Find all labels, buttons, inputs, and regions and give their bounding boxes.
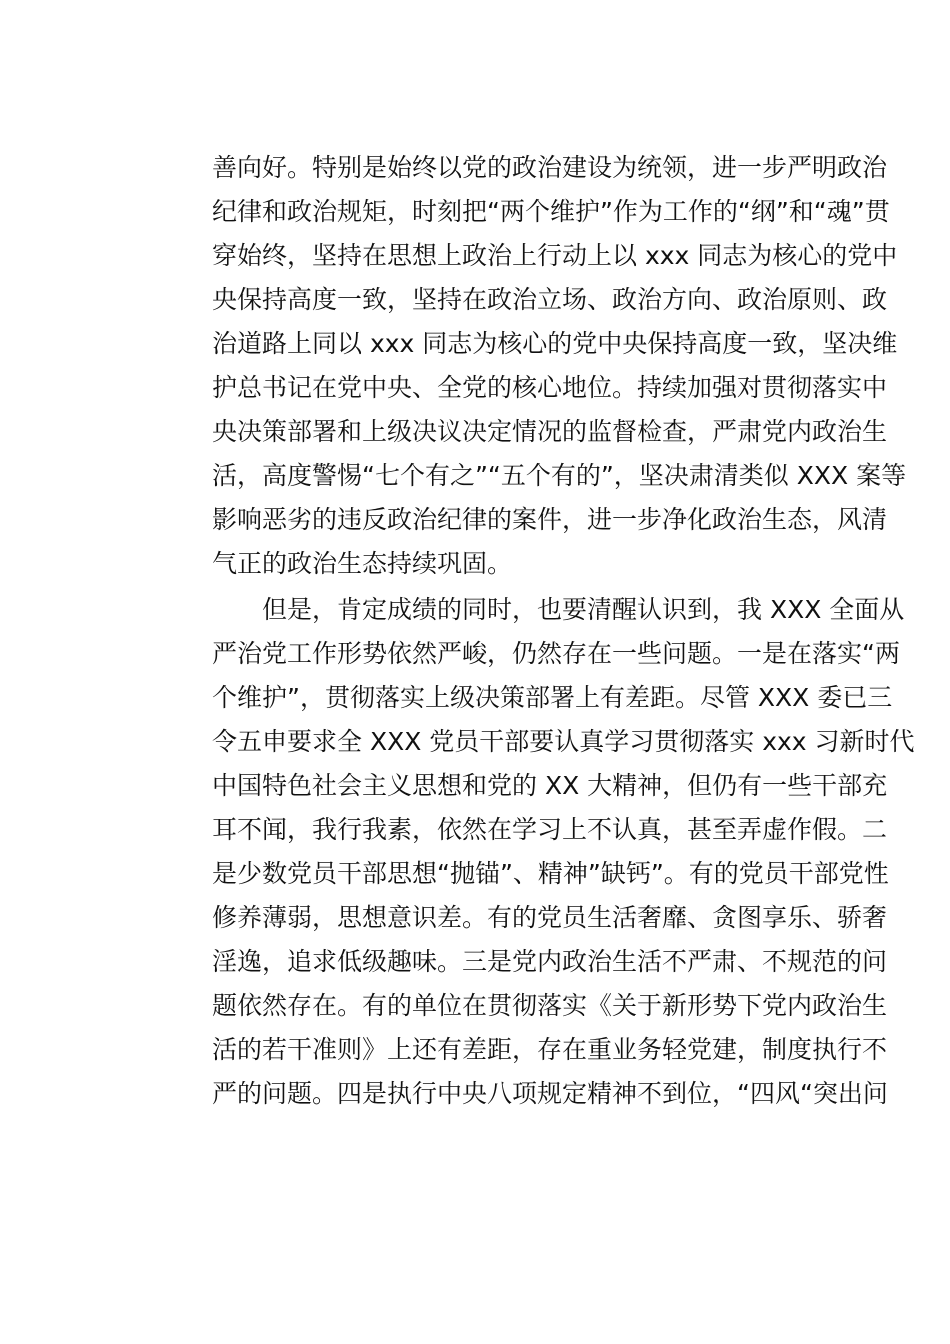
text-line: 个维护”，贯彻落实上级决策部署上有差距。尽管 XXX 委已三 — [212, 683, 893, 712]
text-line: 但是，肯定成绩的同时，也要清醒认识到，我 XXX 全面从 — [262, 595, 905, 624]
text-line: 中国特色社会主义思想和党的 XX 大精神，但仍有一些干部充 — [212, 771, 888, 800]
text-line: 淫逸，追求低级趣味。三是党内政治生活不严肃、不规范的问 — [212, 947, 888, 976]
text-line: 治道路上同以 xxx 同志为核心的党中央保持高度一致，坚决维 — [212, 329, 898, 358]
text-line: 活的若干准则》上还有差距，存在重业务轻党建，制度执行不 — [212, 1035, 888, 1064]
text-line: 活，高度警惕“七个有之”“五个有的”，坚决肃清类似 XXX 案等 — [212, 461, 907, 490]
text-line: 穿始终，坚持在思想上政治上行动上以 xxx 同志为核心的党中 — [212, 241, 898, 270]
text-line: 央决策部署和上级决议决定情况的监督检查，严肃党内政治生 — [212, 417, 888, 446]
text-line: 纪律和政治规矩，时刻把“两个维护”作为工作的“纲”和“魂”贯 — [212, 197, 890, 226]
text-line: 护总书记在党中央、全党的核心地位。持续加强对贯彻落实中 — [212, 373, 888, 402]
text-line: 严的问题。四是执行中央八项规定精神不到位，“四风“突出问 — [212, 1079, 888, 1108]
text-line: 气正的政治生态持续巩固。 — [212, 549, 513, 578]
text-line: 影响恶劣的违反政治纪律的案件，进一步净化政治生态，风清 — [212, 505, 888, 534]
text-line: 央保持高度一致，坚持在政治立场、政治方向、政治原则、政 — [212, 285, 888, 314]
text-line: 修养薄弱，思想意识差。有的党员生活奢靡、贪图享乐、骄奢 — [212, 903, 888, 932]
text-line: 耳不闻，我行我素，依然在学习上不认真，甚至弄虚作假。二 — [212, 815, 888, 844]
paragraph-1 — [212, 146, 907, 586]
text-line: 令五申要求全 XXX 党员干部要认真学习贯彻落实 xxx 习新时代 — [212, 727, 915, 756]
text-line: 严治党工作形势依然严峻，仍然存在一些问题。一是在落实“两 — [212, 639, 900, 668]
text-line: 题依然存在。有的单位在贯彻落实《关于新形势下党内政治生 — [212, 991, 888, 1020]
text-line: 善向好。特别是始终以党的政治建设为统领，进一步严明政治 — [212, 153, 888, 182]
paragraph-2 — [212, 588, 915, 1116]
text-line: 是少数党员干部思想“抛锚”、精神”缺钙”。有的党员干部党性 — [212, 859, 889, 888]
